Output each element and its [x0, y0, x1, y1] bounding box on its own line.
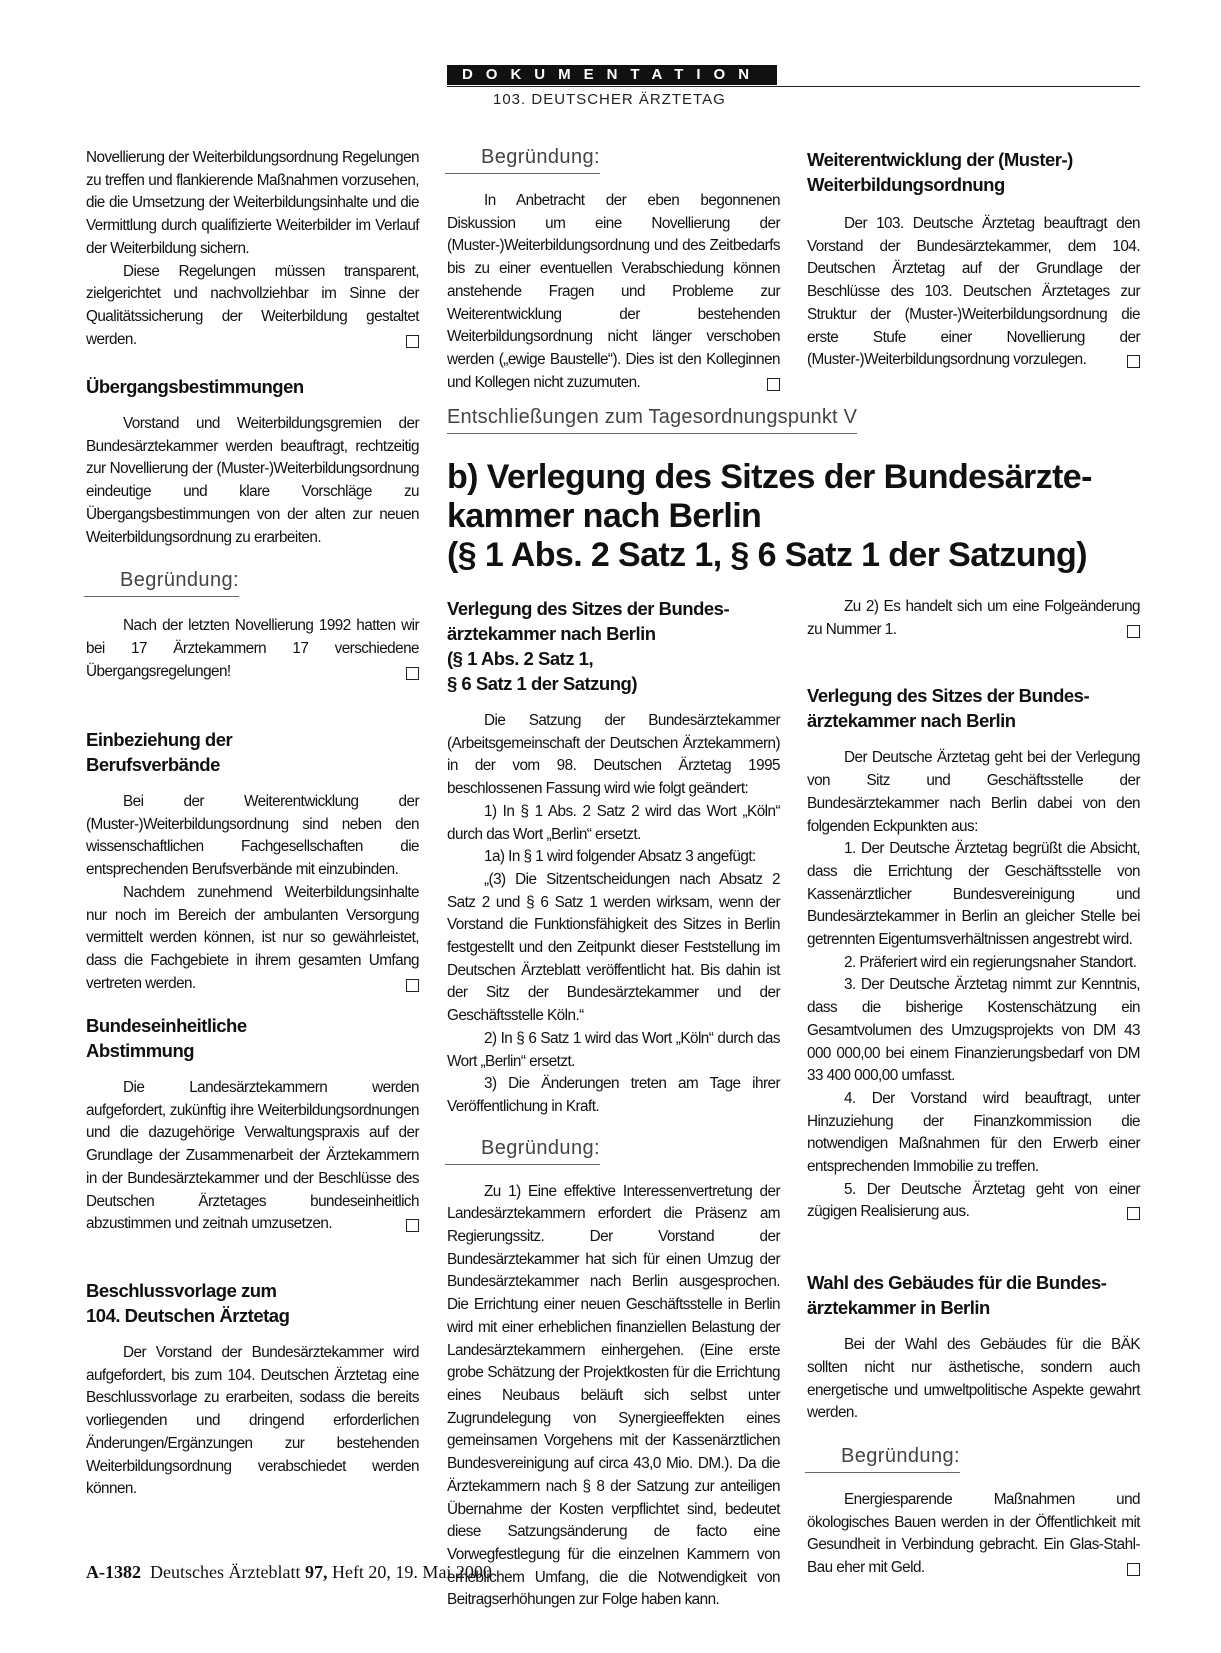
- paragraph: In Anbetracht der eben begonnenen Diskussion um eine Novellierung der (Muster-)Weiterbildungsordnung und des Zeitbedarfs bis zu einer eventuellen Verabschiedung können anstehende Fragen und Probleme zur Weiterentwicklung der bestehenden Weiterbildungsordnung nicht länger verschoben werden („ewige Baustelle“). Dies ist den Kolleginnen und Kollegen nicht zuzumuten.: [447, 192, 780, 391]
- begruendung-heading: Begründung:: [445, 146, 600, 174]
- section-heading: Weiterentwicklung der (Muster-) Weiterbildungsordnung: [807, 149, 1073, 195]
- paragraph: 4. Der Vorstand wird beauftragt, unter Hinzuziehung der Finanzkommission die notwendigen Maßnahmen für den Erwerb einer entsprechenden Immobilie zu treffen.: [807, 1089, 1140, 1176]
- paragraph: Vorstand und Weiterbildungsgremien der Bundesärztekammer werden beauftragt, rechtzeitig zur Novellierung der (Muster-)Weiterbildungsordnung eindeutige und klare Vorschläge zu Übergangsbestimmungen von der alten zur neuen Weiterbildungsordnung zu erarbeiten.: [86, 415, 419, 546]
- section-heading: Übergangsbestimmungen: [86, 376, 304, 397]
- end-box-icon: [406, 979, 419, 992]
- paragraph: 3. Der Deutsche Ärztetag nimmt zur Kenntnis, dass die bisherige Kostenschätzung ein Gesamtvolumen des Umzugsprojekts von DM 43 000 000,00 bei einem Finanzierungsbedarf von DM 33 400 000,00 umfasst.: [807, 976, 1140, 1085]
- paragraph: Zu 1) Eine effektive Interessenvertretung der Landesärztekammern erfordert die Präsenz am Regierungssitz. Der Vorstand der Bundesärztekammer hat sich für einen Umzug der Bundesärztekammer nach Berlin ausgesprochen. Die Errichtung einer neuen Geschäftsstelle in Berlin wird mit einer erheblichen finanziellen Belastung der Landesärztekammern einhergehen. (Eine erste grobe Schätzung der Projektkosten für die Errichtung eines Neubaus beläuft sich selbst unter Zugrundelegung von Synergieeffekten eines gemeinsamen Vorgehens mit der Kassenärztlichen Bundesvereinigung auf circa 43,0 Mio. DM.). Da die Ärztekammern nach § 8 der Satzung zur anteiligen Übernahme der Kosten verpflichtet sind, bedeutet diese Satzungsänderung de facto eine Vorwegfestlegung für die einzelnen Kammern von erheblichem Umfang, die die Notwendigkeit von Beitragserhöhungen zur Folge haben kann.: [447, 1182, 780, 1609]
- column-3-bottom: [807, 596, 1140, 1580]
- paragraph: 3) Die Änderungen treten am Tage ihrer Veröffentlichung in Kraft.: [447, 1075, 780, 1115]
- paragraph: Diese Regelungen müssen transparent, zielgerichtet und nachvollziehbar im Sinne der Qualitätssicherung der Weiterbildung gestaltet werden.: [86, 262, 419, 348]
- volume: 97,: [304, 1562, 328, 1582]
- main-heading: b) Verlegung des Sitzes der Bundesärzte- kammer nach Berlin (§ 1 Abs. 2 Satz 1, § 6 Satz 1 der Satzung): [447, 458, 1092, 574]
- section-heading: Verlegung des Sitzes der Bundes- ärztekammer nach Berlin: [807, 685, 1090, 732]
- end-box-icon: [1127, 625, 1140, 638]
- end-box-icon: [406, 1219, 419, 1232]
- column-1-uebergang: [86, 374, 419, 683]
- section-heading: Beschlussvorlage zum 104. Deutschen Ärztetag: [86, 1280, 290, 1326]
- paragraph: Der 103. Deutsche Ärztetag beauftragt den Vorstand der Bundesärztekammer, dem 104. Deutschen Ärztetag auf der Grundlage der Beschlüsse des 103. Deutschen Ärztetages zur Struktur der (Muster-)Weiterbildungsordnung die erste Stufe einer Novellierung der (Muster-)Weiterbildungsordnung vorzulegen.: [807, 215, 1140, 369]
- end-box-icon: [1127, 355, 1140, 368]
- paragraph: 5. Der Deutsche Ärztetag geht von einer zügigen Realisierung aus.: [807, 1180, 1140, 1221]
- section-heading: Bundeseinheitliche Abstimmung: [86, 1015, 247, 1061]
- paragraph: Bei der Weiterentwicklung der (Muster-)Weiterbildungsordnung sind neben den wissenschaftlichen Fachgesellschaften die entsprechenden Berufsverbände mit einzubinden.: [86, 793, 419, 879]
- issue-date: Heft 20, 19. Mai 2000: [331, 1562, 492, 1582]
- journal-name: Deutsches Ärzteblatt: [150, 1562, 301, 1582]
- page-footer: [86, 1562, 492, 1583]
- column-3-top: [807, 147, 1140, 372]
- paragraph: Bei der Wahl des Gebäudes für die BÄK sollten nicht nur ästhetische, sondern auch energetische und umweltpolitische Aspekte gewahrt werden.: [807, 1336, 1140, 1422]
- paragraph: Die Satzung der Bundesärztekammer (Arbeitsgemeinschaft der Deutschen Ärztekammern) in der vom 98. Deutschen Ärztetag 1995 beschlossenen Fassung wird wie folgt geändert:: [447, 712, 780, 798]
- paragraph: 2. Präferiert wird ein regierungsnaher Standort.: [844, 953, 1137, 971]
- begruendung-heading: Begründung:: [84, 569, 239, 597]
- paragraph: 1a) In § 1 wird folgender Absatz 3 angefügt:: [484, 848, 756, 866]
- end-box-icon: [767, 378, 780, 391]
- column-1-beschluss: [86, 1278, 419, 1501]
- entschliessung-heading: Entschließungen zum Tagesordnungspunkt V: [447, 406, 857, 434]
- section-banner: DOKUMENTATION: [447, 65, 777, 85]
- paragraph: Novellierung der Weiterbildungsordnung Regelungen zu treffen und flankierende Maßnahmen vorzusehen, die die Umsetzung der Weiterbildungsinhalte und die Vermittlung durch qualifizierte Weiterbilder im Verlauf der Weiterbildung sichern.: [86, 149, 419, 257]
- paragraph: Der Deutsche Ärztetag geht bei der Verlegung von Sitz und Geschäftsstelle der Bundesärztekammer nach Berlin dabei von den folgenden Eckpunkten aus:: [807, 749, 1140, 835]
- paragraph: 2) In § 6 Satz 1 wird das Wort „Köln“ durch das Wort „Berlin“ ersetzt.: [447, 1029, 780, 1070]
- paragraph: 1) In § 1 Abs. 2 Satz 2 wird das Wort „Köln“ durch das Wort „Berlin“ ersetzt.: [447, 802, 780, 843]
- paragraph: Energiesparende Maßnahmen und ökologisches Bauen werden in der Öffentlichkeit mit Gesundheit in Verbindung gebracht. Ein Glas-Stahl-Bau eher mit Geld.: [807, 1490, 1140, 1577]
- page-number: A-1382: [86, 1562, 141, 1582]
- paragraph: „(3) Die Sitzentscheidungen nach Absatz 2 Satz 2 und § 6 Satz 1 werden wirksam, wenn der Vorstand die Funktionsfähigkeit des Sitzes in Berlin festgestellt und den Zeitpunkt dieser Feststellung im Deutschen Ärzteblatt veröffentlicht hat. Bis dahin ist der Sitz der Bundesärztekammer und der Geschäftsstelle Köln.“: [447, 870, 780, 1025]
- paragraph: 1. Der Deutsche Ärztetag begrüßt die Absicht, dass die Errichtung der Geschäftsstelle von Kassenärztlicher Bundesvereinigung und Bundesärztekammer in Berlin an gleicher Stelle bei getrennten Eigentumsverhältnissen angestrebt wird.: [807, 840, 1140, 949]
- end-box-icon: [1127, 1207, 1140, 1220]
- column-2-top: [447, 146, 780, 394]
- column-1: [86, 147, 419, 351]
- section-heading: Verlegung des Sitzes der Bundes- ärztekammer nach Berlin (§ 1 Abs. 2 Satz 1, § 6 Satz 1 der Satzung): [447, 598, 730, 694]
- end-box-icon: [1127, 1563, 1140, 1576]
- section-subtitle: 103. DEUTSCHER ÄRZTETAG: [493, 91, 726, 108]
- column-2-bottom: [447, 596, 780, 1612]
- paragraph: Zu 2) Es handelt sich um eine Folgeänderung zu Nummer 1.: [807, 598, 1140, 638]
- section-heading: Wahl des Gebäudes für die Bundes- ärztekammer in Berlin: [807, 1272, 1107, 1319]
- begruendung-heading: Begründung:: [445, 1137, 600, 1165]
- header-rule: [447, 86, 1140, 87]
- column-1-einbeziehung: [86, 727, 419, 995]
- paragraph: Nachdem zunehmend Weiterbildungsinhalte nur noch im Bereich der ambulanten Versorgung vermittelt werden können, ist nur so gewährleistet, dass die Fachgebiete in ihrem gesamten Umfang vertreten werden.: [86, 883, 419, 992]
- end-box-icon: [406, 667, 419, 680]
- column-1-bundes: [86, 1013, 419, 1236]
- section-heading: Einbeziehung der Berufsverbände: [86, 729, 233, 775]
- paragraph: Die Landesärztekammern werden aufgefordert, zukünftig ihre Weiterbildungsordnungen und die dazugehörige Verwaltungspraxis auf der Grundlage der Zusammenarbeit der Ärztekammern in der Bundesärztekammer und der Beschlüsse des Deutschen Ärztetages bundeseinheitlich abzustimmen und zeitnah umzusetzen.: [86, 1079, 419, 1233]
- paragraph: Nach der letzten Novellierung 1992 hatten wir bei 17 Ärztekammern 17 verschiedene Übergangsregelungen!: [86, 617, 419, 680]
- end-box-icon: [406, 335, 419, 348]
- paragraph: Der Vorstand der Bundesärztekammer wird aufgefordert, bis zum 104. Deutschen Ärztetag eine Beschlussvorlage zu erarbeiten, sodass die bereits vorliegenden und dringend erforderlichen Änderungen/Ergänzungen zur bestehenden Weiterbildungsordnung verabschiedet werden können.: [86, 1344, 419, 1498]
- begruendung-heading: Begründung:: [805, 1445, 960, 1473]
